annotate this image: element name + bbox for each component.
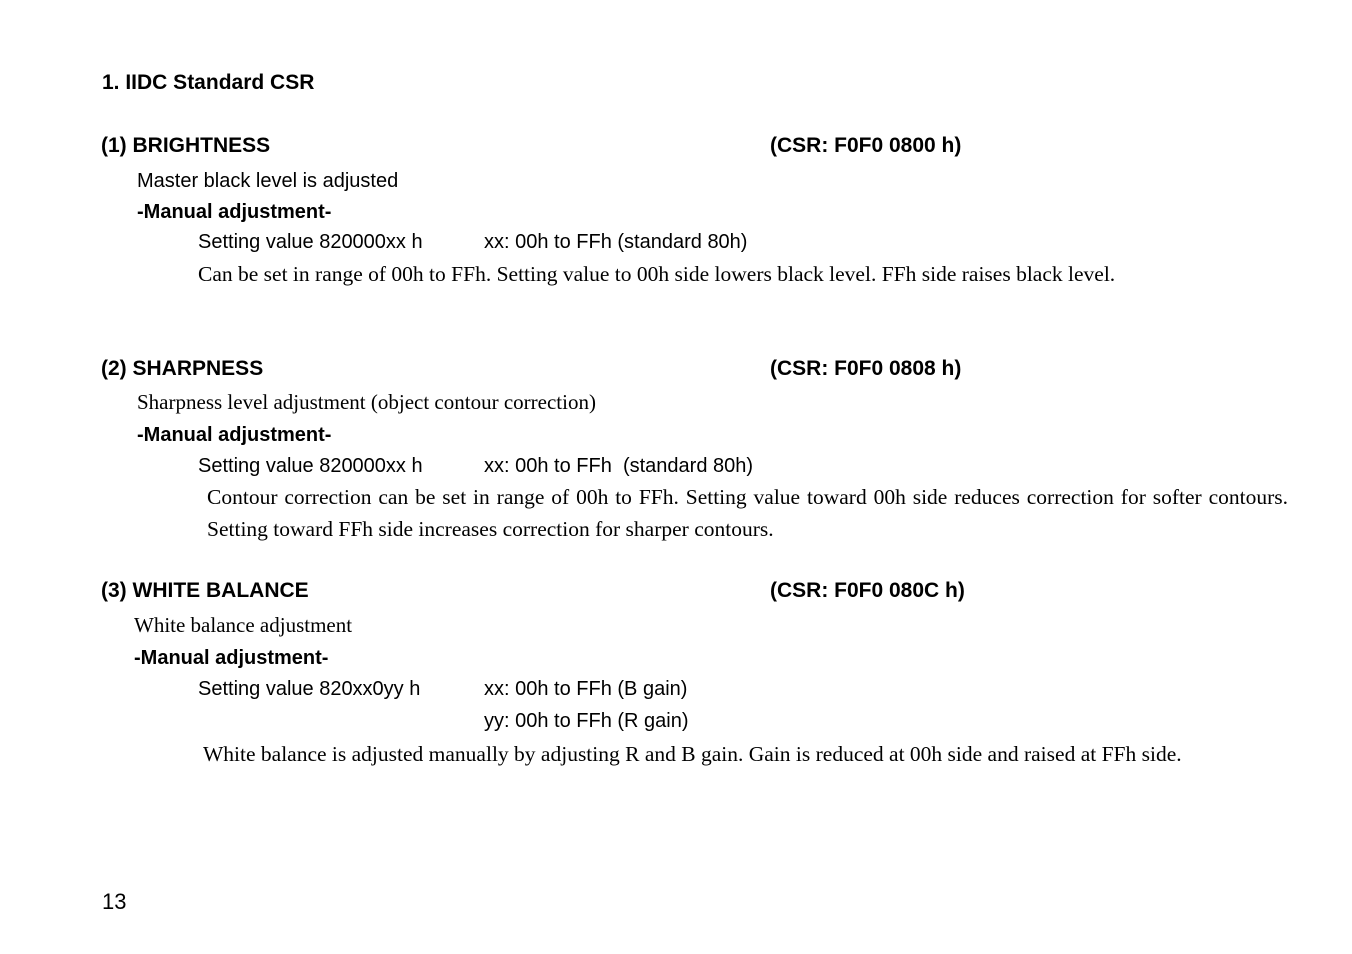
setting-value: Setting value 820xx0yy h	[198, 678, 421, 700]
manual-adjustment-label: -Manual adjustment-	[137, 424, 332, 446]
manual-adjustment-label: -Manual adjustment-	[137, 201, 332, 223]
page-number: 13	[102, 889, 127, 914]
range-line: xx: 00h to FFh (standard 80h)	[484, 231, 748, 253]
csr-address: (CSR: F0F0 0800 h)	[770, 134, 962, 157]
range-line: xx: 00h to FFh (standard 80h)	[484, 455, 754, 477]
section-heading: (3) WHITE BALANCE	[101, 579, 309, 602]
setting-value: Setting value 820000xx h	[198, 231, 423, 253]
section-paragraph: Can be set in range of 00h to FFh. Setting value to 00h side lowers black level. FFh side raises black level.	[198, 262, 1116, 286]
section-heading: (1) BRIGHTNESS	[101, 134, 271, 157]
csr-address: (CSR: F0F0 0808 h)	[770, 357, 962, 380]
section-paragraph: Contour correction can be set in range of 00h to FFh. Setting value toward 00h side reduces correction for softer contours. Setting toward FFh side increases correction for sharper contours.	[207, 485, 1288, 541]
section-description: Master black level is adjusted	[137, 170, 399, 192]
setting-value: Setting value 820000xx h	[198, 455, 423, 477]
csr-address: (CSR: F0F0 080C h)	[770, 579, 965, 602]
section-description: White balance adjustment	[134, 613, 353, 637]
section-heading: (2) SHARPNESS	[101, 357, 264, 380]
section-description: Sharpness level adjustment (object contour correction)	[137, 390, 596, 414]
section-paragraph: White balance is adjusted manually by adjusting R and B gain. Gain is reduced at 00h side and raised at FFh side.	[203, 742, 1182, 766]
page-title: 1. IIDC Standard CSR	[102, 71, 315, 94]
range-line: yy: 00h to FFh (R gain)	[484, 710, 689, 732]
manual-adjustment-label: -Manual adjustment-	[134, 647, 329, 669]
range-line: xx: 00h to FFh (B gain)	[484, 678, 688, 700]
